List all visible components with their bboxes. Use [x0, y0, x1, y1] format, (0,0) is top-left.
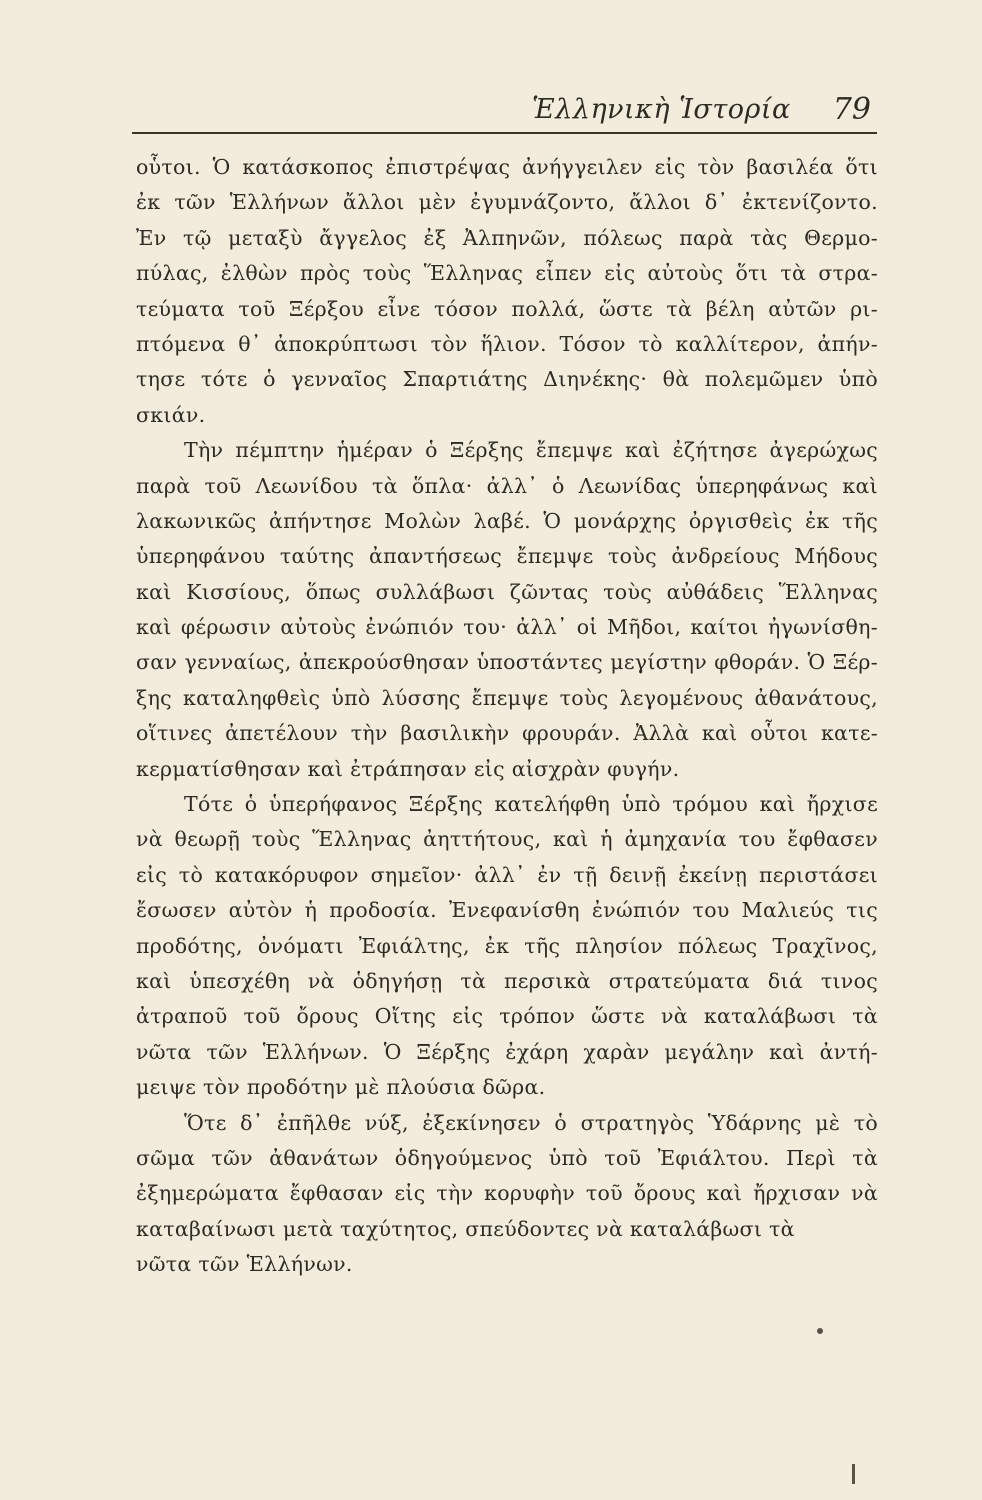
text-line: Τότε ὁ ὑπερήφανος Ξέρξης κατελήφθη ὑπὸ τρόμου καὶ ἤρχισε: [184, 792, 878, 817]
text-line: νῶτα τῶν Ἑλλήνων. Ὁ Ξέρξης ἐχάρη χαρὰν μεγάλην καὶ ἀντή-: [136, 1039, 878, 1064]
text-line: σαν γενναίως, ἀπεκρούσθησαν ὑποστάντες μεγίστην φθοράν. Ὁ Ξέρ-: [136, 650, 878, 675]
text-line: παρὰ τοῦ Λεωνίδου τὰ ὅπλα· ἀλλ᾽ ὁ Λεωνίδας ὑπερηφάνως καὶ: [136, 473, 878, 498]
text-line: Τὴν πέμπτην ἡμέραν ὁ Ξέρξης ἔπεμψε καὶ ἐζήτησε ἀγερώχως: [184, 438, 878, 463]
text-line: λακωνικῶς ἀπήντησε Μολὼν λαβέ. Ὁ μονάρχης ὀργισθεὶς ἐκ τῆς: [136, 508, 878, 533]
text-line: καὶ ὑπεσχέθη νὰ ὁδηγήσῃ τὰ περσικὰ στρατεύματα διά τινος: [136, 968, 878, 993]
page-number: 79: [832, 92, 871, 127]
text-line: εἰς τὸ κατακόρυφον σημεῖον· ἀλλ᾽ ἐν τῇ δεινῇ ἐκείνῃ περιστάσει: [136, 862, 878, 887]
body-text: [136, 150, 878, 1283]
text-line: οὗτοι. Ὁ κατάσκοπος ἐπιστρέψας ἀνήγγειλεν εἰς τὸν βασιλέα ὅτι: [136, 155, 878, 179]
text-line: νὰ θεωρῇ τοὺς Ἕλληνας ἀηττήτους, καὶ ἡ ἀμηχανία του ἔφθασεν: [136, 827, 878, 852]
text-line: Ὅτε δ᾽ ἐπῆλθε νύξ, ἐξεκίνησεν ὁ στρατηγὸς Ὑδάρνης μὲ τὸ: [184, 1110, 878, 1135]
text-line: ἀτραποῦ τοῦ ὄρους Οἴτης εἰς τρόπον ὥστε νὰ καταλάβωσι τὰ: [136, 1004, 878, 1029]
text-line: σκιάν.: [136, 402, 206, 427]
text-line: ἔσωσεν αὐτὸν ἡ προδοσία. Ἐνεφανίσθη ἐνώπιόν του Μαλιεύς τις: [136, 898, 878, 923]
running-title: Ἑλληνικὴ Ἱστορία: [532, 94, 791, 125]
text-line: μειψε τὸν προδότην μὲ πλούσια δῶρα.: [136, 1075, 546, 1100]
text-line: ἐξημερώματα ἔφθασαν εἰς τὴν κορυφὴν τοῦ ὄρους καὶ ἤρχισαν νὰ: [136, 1181, 878, 1206]
print-speck: [852, 1464, 855, 1484]
text-line: καὶ Κισσίους, ὅπως συλλάβωσι ζῶντας τοὺς αὐθάδεις Ἕλληνας: [136, 579, 878, 604]
text-line: σῶμα τῶν ἀθανάτων ὁδηγούμενος ὑπὸ τοῦ Ἐφιάλτου. Περὶ τὰ: [136, 1145, 878, 1170]
text-line: προδότης, ὀνόματι Ἐφιάλτης, ἐκ τῆς πλησίον πόλεως Τραχῖνος,: [136, 933, 878, 958]
text-line: τεύματα τοῦ Ξέρξου εἶνε τόσον πολλά, ὥστε τὰ βέλη αὐτῶν ρι-: [136, 296, 878, 321]
text-line: ξης καταληφθεὶς ὑπὸ λύσσης ἔπεμψε τοὺς λεγομένους ἀθανάτους,: [136, 685, 878, 710]
text-line: πύλας, ἐλθὼν πρὸς τοὺς Ἕλληνας εἶπεν εἰς αὐτοὺς ὅτι τὰ στρα-: [136, 261, 878, 286]
text-line: ὑπερηφάνου ταύτης ἀπαντήσεως ἔπεμψε τοὺς ἀνδρείους Μήδους: [136, 544, 878, 569]
print-speck: [817, 1328, 823, 1334]
text-line: οἵτινες ἀπετέλουν τὴν βασιλικὴν φρουράν. Ἀλλὰ καὶ οὗτοι κατε-: [136, 721, 878, 746]
text-line: τησε τότε ὁ γενναῖος Σπαρτιάτης Διηνέκης· θὰ πολεμῶμεν ὑπὸ: [136, 367, 878, 392]
text-line: πτόμενα θ᾽ ἀποκρύπτωσι τὸν ἥλιον. Τόσον τὸ καλλίτερον, ἀπήν-: [136, 331, 878, 356]
text-line: νῶτα τῶν Ἑλλήνων.: [136, 1252, 353, 1277]
running-header: [132, 88, 877, 134]
text-line: καταβαίνωσι μετὰ ταχύτητος, σπεύδοντες νὰ καταλάβωσι τὰ: [136, 1216, 795, 1241]
text-line: Ἐν τῷ μεταξὺ ἄγγελος ἐξ Ἀλπηνῶν, πόλεως παρὰ τὰς Θερμο-: [136, 225, 878, 250]
text-line: καὶ φέρωσιν αὐτοὺς ἐνώπιόν του· ἀλλ᾽ οἱ Μῆδοι, καίτοι ἠγωνίσθη-: [136, 615, 878, 640]
text-line: ἐκ τῶν Ἑλλήνων ἄλλοι μὲν ἐγυμνάζοντο, ἄλλοι δ᾽ ἐκτενίζοντο.: [136, 190, 878, 215]
text-line: κερματίσθησαν καὶ ἐτράπησαν εἰς αἰσχρὰν φυγήν.: [136, 756, 680, 781]
